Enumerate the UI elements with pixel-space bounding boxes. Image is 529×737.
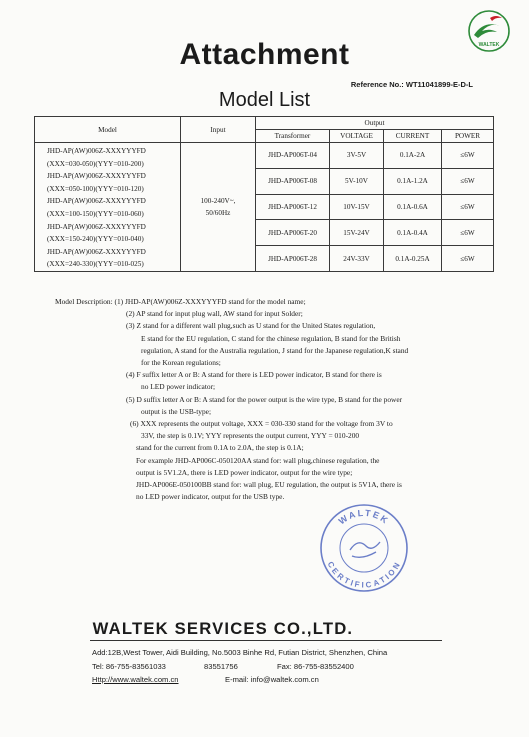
power-cell: ≤6W <box>442 194 494 220</box>
header-input: Input <box>181 117 256 143</box>
voltage-cell: 5V-10V <box>330 168 384 194</box>
voltage-cell: 3V-5V <box>330 143 384 169</box>
transformer-cell: JHD-AP006T-12 <box>256 194 330 220</box>
header-power: POWER <box>442 130 494 143</box>
description-line: for the Korean regulations; <box>141 358 221 368</box>
voltage-cell: 24V-33V <box>330 246 384 272</box>
reference-number: Reference No.: WT11041899-E-D-L <box>350 80 473 89</box>
model-line: JHD-AP(AW)006Z-XXXYYYFD <box>47 197 146 206</box>
description-line: (4) F suffix letter A or B: A stand for there is LED power indicator, B stand for there is <box>126 370 382 380</box>
current-cell: 0.1A-0.6A <box>384 194 442 220</box>
description-line: (5) D suffix letter A or B: A stand for the power output is the wire type, B stand for the power <box>126 394 403 404</box>
telephone-2: 83551756 <box>204 661 238 671</box>
fax-number: Fax: 86-755-83552400 <box>277 661 354 671</box>
input-frequency: 50/60Hz <box>205 208 231 217</box>
logo-text: WALTEK <box>478 42 500 48</box>
transformer-cell: JHD-AP006T-08 <box>256 168 330 194</box>
power-cell: ≤6W <box>442 168 494 194</box>
company-address: Add:12B,West Tower, Aidi Building, No.5003 Binhe Rd, Futian District, Shenzhen, China <box>92 648 388 657</box>
voltage-cell: 15V-24V <box>330 220 384 246</box>
model-line: JHD-AP(AW)006Z-XXXYYYFD <box>47 247 146 256</box>
description-line: 33V, the step is 0.1V; YYY represents the output current, YYY = 010-200 <box>141 431 360 441</box>
transformer-cell: JHD-AP006T-20 <box>256 220 330 246</box>
model-line: (XXX=050-100)(YYY=010-120) <box>47 184 144 193</box>
description-line: (3) Z stand for a different wall plug,such as U stand for the United States regulation, <box>126 321 376 331</box>
company-name: WALTEK SERVICES CO.,LTD. <box>92 619 354 638</box>
header-model: Model <box>35 117 181 143</box>
description-line: stand for the current from 0.1A to 2.0A, the step is 0.1A; <box>136 443 304 453</box>
certification-stamp <box>318 502 410 594</box>
website-link[interactable]: Http://www.waltek.com.cn <box>92 675 179 684</box>
voltage-cell: 10V-15V <box>330 194 384 220</box>
current-cell: 0.1A-1.2A <box>384 168 442 194</box>
page-title: Attachment <box>179 38 350 71</box>
model-list-table <box>34 116 494 272</box>
description-line: Model Description: (1) JHD-AP(AW)006Z-XXXYYYFD stand for the model name; <box>55 297 306 306</box>
description-line: (6) XXX represents the output voltage, XXX = 030-330 stand for the voltage from 3V to <box>130 419 393 429</box>
input-voltage: 100-240V~, <box>200 196 236 205</box>
description-line: For example JHD-AP006C-050120AA stand for: wall plug,chinese regulation, the <box>136 455 380 465</box>
page-subtitle: Model List <box>218 89 311 111</box>
model-line: JHD-AP(AW)006Z-XXXYYYFD <box>47 172 146 181</box>
model-line: (XXX=240-330)(YYY=010-025) <box>47 260 144 269</box>
stamp-top-text: WALTEK <box>336 507 392 527</box>
transformer-cell: JHD-AP006T-28 <box>256 246 330 272</box>
footer-divider <box>90 640 442 641</box>
header-current: CURRENT <box>384 130 442 143</box>
current-cell: 0.1A-0.25A <box>384 246 442 272</box>
description-line: output is 5V1.2A, there is LED power indicator, output for the wire type; <box>136 467 353 477</box>
model-description <box>55 296 500 503</box>
description-line: (2) AP stand for input plug wall, AW stand for input Solder; <box>126 309 303 319</box>
stamp-bottom-text: CERTIFICATION <box>325 560 403 590</box>
svg-text:CERTIFICATION <box>326 560 403 590</box>
power-cell: ≤6W <box>442 246 494 272</box>
description-line: no LED power indicator; <box>141 382 216 392</box>
telephone: Tel: 86-755-83561033 <box>92 661 166 671</box>
description-line: regulation, A stand for the Australia regulation, J stand for the Japanese regulation,K stand <box>141 345 409 355</box>
power-cell: ≤6W <box>442 143 494 169</box>
model-line: JHD-AP(AW)006Z-XXXYYYFD <box>47 147 146 155</box>
header-output: Output <box>256 117 494 130</box>
model-names-cell <box>35 143 181 272</box>
current-cell: 0.1A-2A <box>384 143 442 169</box>
description-line: no LED power indicator, output for the USB type. <box>136 492 285 502</box>
email-address[interactable]: E-mail: info@waltek.com.cn <box>225 675 319 684</box>
transformer-cell: JHD-AP006T-04 <box>256 143 330 169</box>
description-line: output is the USB-type; <box>141 406 212 416</box>
model-line: (XXX=030-050)(YYY=010-200) <box>47 159 144 168</box>
input-cell <box>181 143 256 272</box>
header-transformer: Transformer <box>256 130 330 143</box>
model-line: JHD-AP(AW)006Z-XXXYYYFD <box>47 222 146 231</box>
model-line: (XXX=100-150)(YYY=010-060) <box>47 209 144 218</box>
current-cell: 0.1A-0.4A <box>384 220 442 246</box>
model-line: (XXX=150-240)(YYY=010-040) <box>47 235 144 244</box>
description-line: E stand for the EU regulation, C stand for the chinese regulation, B stand for the British <box>141 333 401 343</box>
contact-block <box>92 646 472 687</box>
description-line: JHD-AP006E-050100BB stand for: wall plug, EU regulation, the output is 5V1A, there is <box>136 480 402 490</box>
power-cell: ≤6W <box>442 220 494 246</box>
header-voltage: VOLTAGE <box>330 130 384 143</box>
